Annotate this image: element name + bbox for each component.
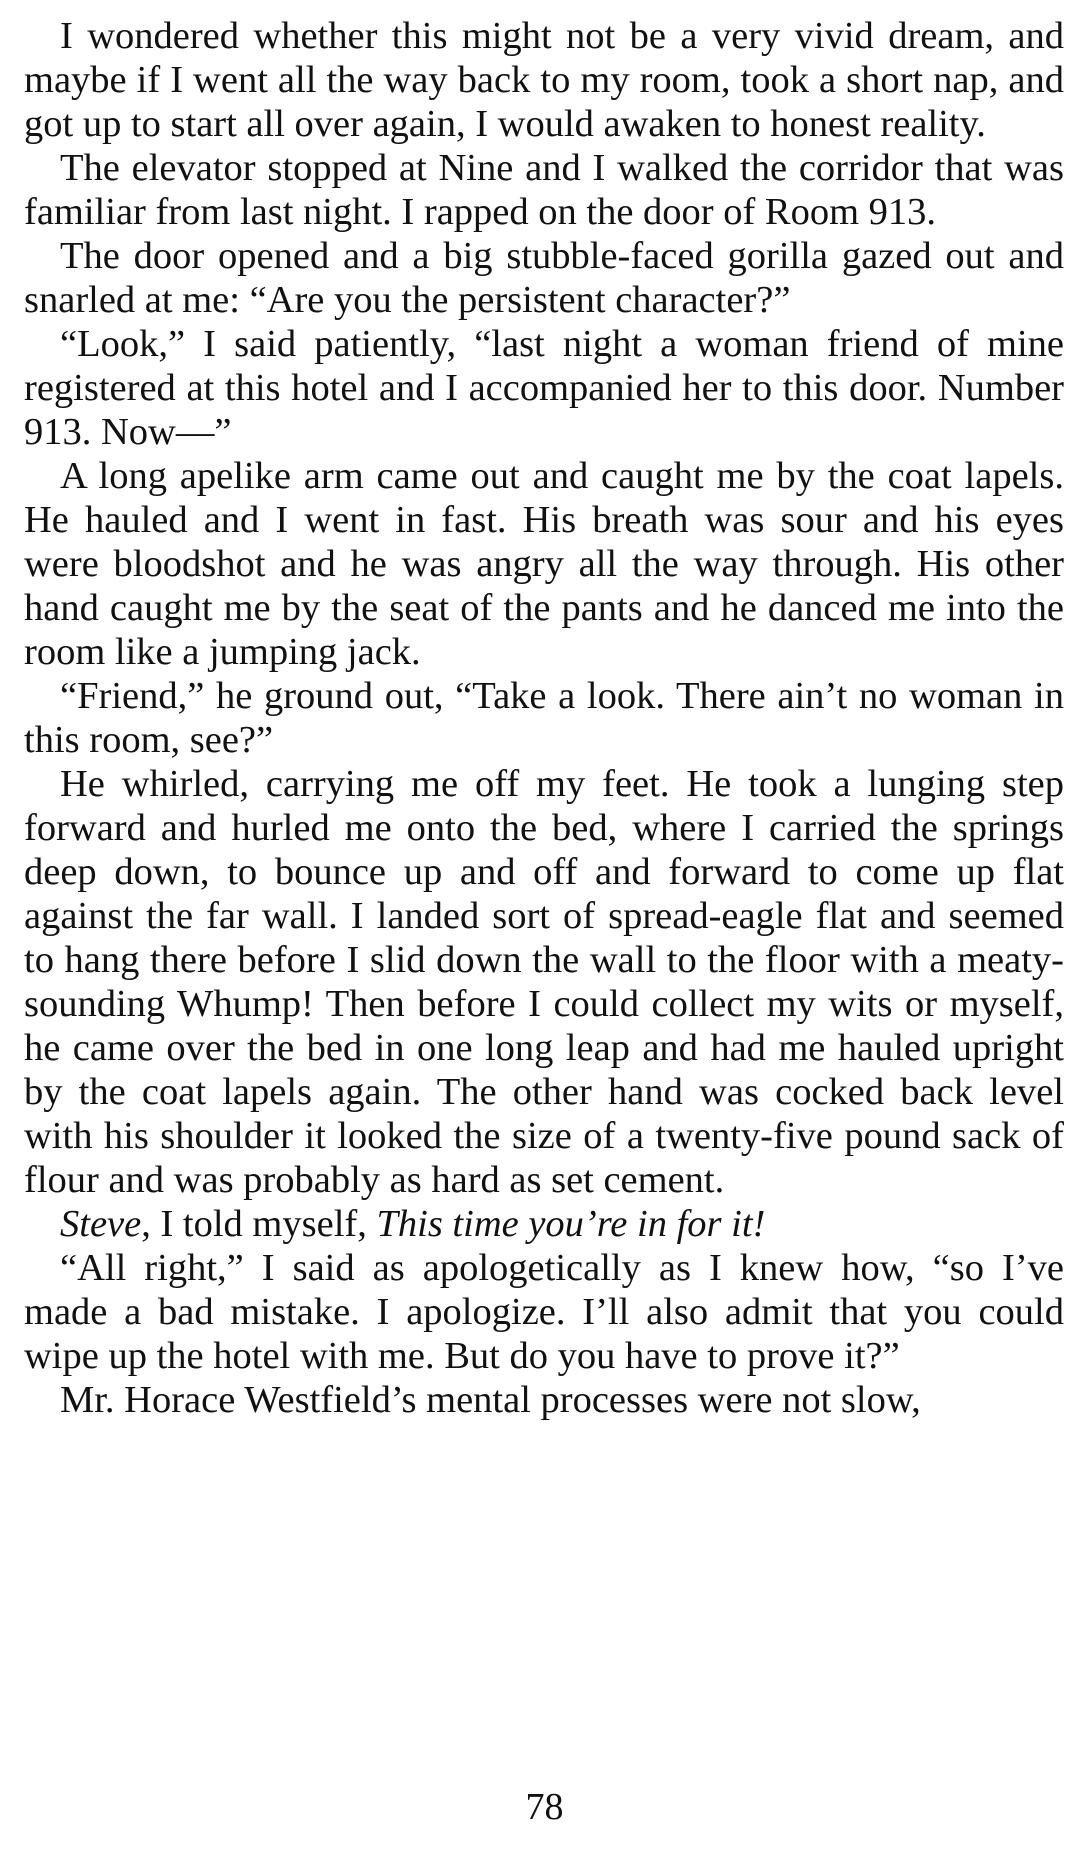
narration-text: , I told myself,: [141, 1203, 377, 1245]
paragraph-5: A long apelike arm came out and caught me by the coat lapels. He hauled and I went in fast. His breath was sour and his eyes were bloodshot and he was angry all the way through. His other hand caught me by the seat of the pants and he danced me into the room like a jumping jack.: [24, 455, 1064, 673]
italic-thought: This time you’re in for it!: [376, 1203, 766, 1245]
italic-name: Steve: [60, 1203, 142, 1245]
paragraph-6: “Friend,” he ground out, “Take a look. There ain’t no woman in this room, see?”: [24, 675, 1064, 761]
paragraph-7: He whirled, carrying me off my feet. He took a lunging step forward and hurled me onto the bed, where I carried the springs deep down, to bounce up and off and forward to come up flat against the far wall. I landed sort of spread-eagle flat and seemed to hang there before I slid down the wall to the floor with a meaty-sounding Whump! Then before I could collect my wits or myself, he came over the bed in one long leap and had me hauled upright by the coat lapels again. The other hand was cocked back level with his shoulder it looked the size of a twenty-five pound sack of flour and was probably as hard as set cement.: [24, 763, 1064, 1201]
page-number: 78: [525, 1786, 564, 1828]
paragraph-4: “Look,” I said patiently, “last night a woman friend of mine registered at this hotel and I accompanied her to this door. Number 913. Now—”: [24, 323, 1064, 453]
paragraph-3: The door opened and a big stubble-faced gorilla gazed out and snarled at me: “Are you the persistent character?”: [24, 235, 1064, 321]
paragraph-1: I wondered whether this might not be a very vivid dream, and maybe if I went all the way back to my room, took a short nap, and got up to start all over again, I would awaken to honest reality.: [24, 15, 1064, 145]
paragraph-2: The elevator stopped at Nine and I walked the corridor that was familiar from last night. I rapped on the door of Room 913.: [24, 147, 1064, 233]
paragraph-8-inner-thought: [24, 1202, 1064, 1246]
paragraph-10: Mr. Horace Westfield’s mental processes were not slow,: [60, 1379, 921, 1421]
book-page-text: [24, 14, 1064, 1422]
paragraph-9: “All right,” I said as apologetically as I knew how, “so I’ve made a bad mistake. I apologize. I’ll also admit that you could wipe up the hotel with me. But do you have to prove it?”: [24, 1247, 1064, 1377]
